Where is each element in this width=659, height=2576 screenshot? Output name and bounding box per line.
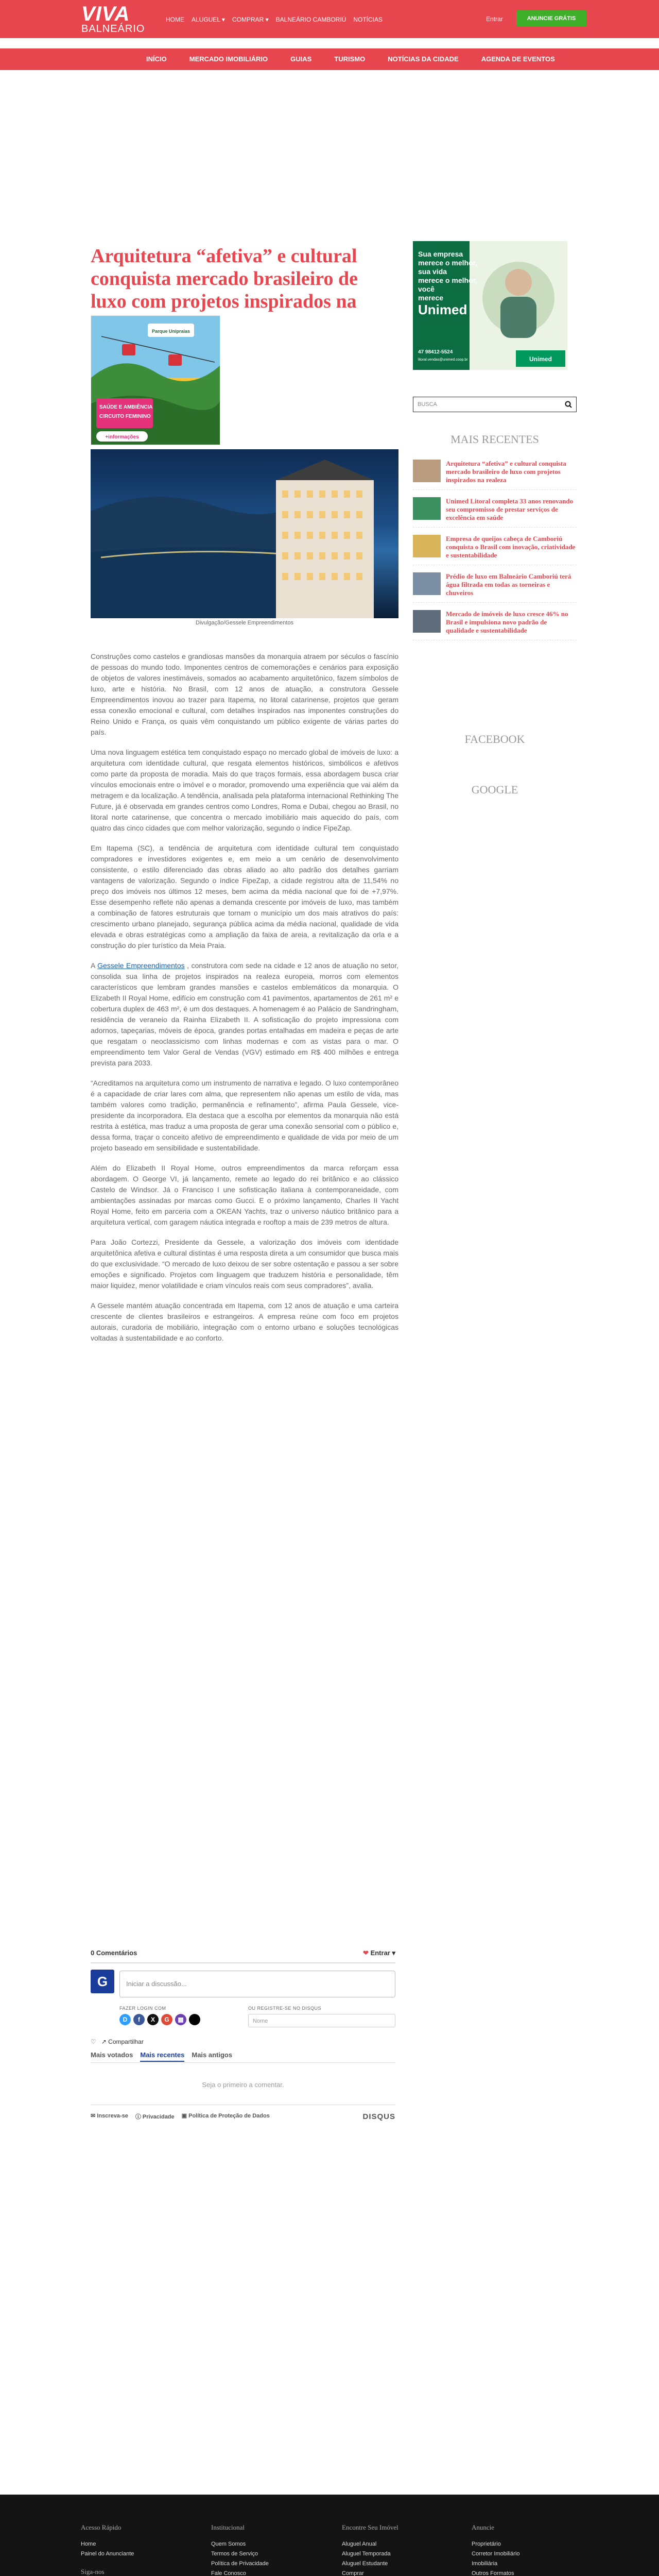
ad-line5: você <box>418 285 435 293</box>
footer-link[interactable]: Home <box>81 2541 96 2547</box>
tab-mais-recentes[interactable]: Mais recentes <box>140 2051 184 2062</box>
list-item[interactable] <box>413 535 577 565</box>
ad-logo: Unimed <box>529 355 552 363</box>
footer-link[interactable]: Aluguel Estudante <box>342 2561 388 2567</box>
article-paragraph: Além do Elizabeth II Royal Home, outros empreendimentos da marca reforçam essa abordagem. O George VI, já lançamento, remete ao legado do rei britânico e ao clássico Castelo de Windsor. Já o Francisco I une sofisticação italiana à contemporaneidade, com ambientações assinadas por marcas como Gucci. E o próximo lançamento, Charles II Yacht Royal Home, feito em parceria com a OKEAN Yachts, traz o universo náutico britânico para a arquitetura vertical, com garagem náutica integrada e rooftop a mais de 239 metros de altura. <box>91 1164 398 1226</box>
footer-link[interactable]: Outros Formatos <box>472 2570 514 2576</box>
login-link[interactable]: Entrar <box>486 15 503 23</box>
name-field-placeholder: Nome <box>253 2018 268 2024</box>
nav-balneario[interactable]: BALNEÁRIO CAMBORIÚ <box>275 16 346 23</box>
nav-noticias[interactable]: NOTÍCIAS <box>353 16 383 23</box>
hero-photo <box>91 449 398 618</box>
microsoft-icon[interactable]: ▦ <box>175 2014 186 2025</box>
footer-link[interactable]: Imobiliária <box>472 2561 498 2567</box>
recent-title: MAIS RECENTES <box>450 433 539 446</box>
x-icon[interactable]: X <box>147 2014 159 2025</box>
footer-link[interactable]: Quem Somos <box>211 2541 246 2547</box>
footer-col-institucional <box>211 2523 269 2576</box>
list-item[interactable] <box>413 460 577 490</box>
category-turismo[interactable]: TURISMO <box>334 55 366 63</box>
category-nav <box>135 48 566 70</box>
comments-login[interactable]: ❤ Entrar ▾ <box>363 1949 395 1957</box>
search-icon[interactable] <box>561 397 576 412</box>
footer-col-title: Acesso Rápido <box>81 2523 122 2531</box>
footer-link[interactable]: Política de Privacidade <box>211 2561 269 2567</box>
footer-col-title: Encontre Seu Imóvel <box>342 2523 398 2531</box>
footer-col-acesso <box>81 2523 134 2561</box>
nav-home[interactable]: HOME <box>166 16 184 23</box>
list-item[interactable] <box>413 610 577 640</box>
logo-sub: BALNEÁRIO <box>81 23 145 35</box>
ad-line2: merece o melhor, <box>418 259 478 267</box>
promo-logo: Parque Unipraias <box>151 329 190 334</box>
facebook-title: FACEBOOK <box>464 733 525 745</box>
logo-name: VIVA <box>81 3 130 25</box>
article-paragraph: Construções como castelos e grandiosas mansões da monarquia atraem por séculos o fascínio de pessoas do mundo todo. Imponentes centros de comemorações e cenários para exposição de objetos de valores inestimáveis, somados ao acabamento arquitetônico, fazem símbolos de luxo, arte e história. No Brasil, com 12 anos de atuação, a construtora Gessele Empreendimentos inovou ao trazer para Itapema, no litoral catarinense, projetos que geram essa conexão emocional e cultural, com detalhes inspirados nas imponentes construções do Reino Unido e França, os quais vêm conquistando um público exigente de várias partes do país. <box>91 652 398 736</box>
article-body <box>91 651 398 1353</box>
category-guias[interactable]: GUIAS <box>290 55 312 63</box>
empty-comments-text: Seja o primeiro a comentar. <box>202 2081 284 2089</box>
data-protection-link[interactable]: ▣ Política de Proteção de Dados <box>181 2113 270 2119</box>
comment-count: 0 Comentários <box>91 1949 137 1957</box>
image-caption: Divulgação/Gessele Empreendimentos <box>195 620 294 626</box>
comment-input[interactable] <box>119 1971 395 1997</box>
promo-banner[interactable] <box>91 315 220 445</box>
disqus-icon[interactable]: D <box>119 2014 131 2025</box>
footer-col-title: Anuncie <box>472 2523 495 2531</box>
share-label: Compartilhar <box>108 2038 144 2045</box>
facebook-icon[interactable]: f <box>133 2014 145 2025</box>
list-item[interactable] <box>413 497 577 528</box>
name-field[interactable] <box>248 2014 395 2027</box>
top-bar <box>0 0 659 38</box>
tab-mais-votados[interactable]: Mais votados <box>91 2051 133 2059</box>
subscribe-label: Inscreva-se <box>97 2113 128 2119</box>
ad-line6: merece <box>418 294 444 302</box>
article-paragraph: A Gessele Empreendimentos , construtora com sede na cidade e 12 anos de atuação no setor, consolida sua linha de projetos inspirados na realeza europeia, morros com elementos característicos que lembram grandes mansões e castelos emblemáticos da monarquia. O Elizabeth II Royal Home, edifício em construção com 41 pavimentos, apartamentos de 261 m² e cobertura duplex de 463 m², é um dos destaques. A homenagem é ao Palácio de Sandringham, residência de veraneio da Rainha Elizabeth II. A sofisticação do projeto impressiona com adornos, tapeçarias, móveis de época, grandes portas entalhadas em madeira e peças de arte que resgatam o neoclassicismo com linhas modernas e com as vistas para o mar. O empreendimento tem Valor Geral de Vendas (VGV) estimado em R$ 400 milhões e entrega prevista para 2033. <box>91 961 398 1067</box>
follow-title: Siga-nos <box>81 2568 105 2575</box>
article-paragraph: Uma nova linguagem estética tem conquistado espaço no mercado global de imóveis de luxo: a arquitetura com identidade cultural, que resgata elementos históricos, simbólicos e afetivos como parte da proposta de moradia. Mais do que traços formais, essa abordagem busca criar vínculos emocionais entre o imóvel e o morador, promovendo uma experiência que vai além da metragem e da localização. A tendência, analisada pela plataforma internacional Rethinking The Future, já é observada em grandes centros como Londres, Roma e Dubai, chegou ao Brasil, no litoral norte catarinense, que concentra o mercado imobiliário mais aquecido do país, com quatro das cinco cidades que com melhor valorização, segundo o índice FipeZap. <box>91 748 398 832</box>
nav-aluguel[interactable]: ALUGUEL ▾ <box>192 16 225 23</box>
heart-outline-icon[interactable]: ♡ <box>91 2038 96 2045</box>
ad-line3: sua vida <box>418 267 447 276</box>
recent-posts <box>413 460 577 648</box>
category-noticias-cidade[interactable]: NOTÍCIAS DA CIDADE <box>388 55 459 63</box>
footer-link[interactable]: Aluguel Temporada <box>342 2551 391 2557</box>
avatar: G <box>91 1970 114 1993</box>
category-agenda[interactable]: AGENDA DE EVENTOS <box>481 55 555 63</box>
recent-post-title: Empresa de queijos cabeça de Camboriú conquista o Brasil com inovação, criatividade e sustentabilidade <box>446 535 576 559</box>
recent-post-title: Mercado de imóveis de luxo cresce 46% no Brasil e impulsiona novo padrão de qualidade e sustentabilidade <box>446 610 568 634</box>
register-label: OU REGISTRE-SE NO DISQUS <box>248 2006 322 2011</box>
data-protection-label: Política de Proteção de Dados <box>188 2113 270 2119</box>
promo-line2: CIRCUITO FEMININO <box>99 414 151 419</box>
apple-icon[interactable] <box>189 2014 200 2025</box>
anuncie-button[interactable]: ANUNCIE GRÁTIS <box>516 10 586 27</box>
article-hero-image <box>91 449 398 618</box>
article-paragraph: Para João Cortezzi, Presidente da Gessele, a valorização dos imóveis com identidade arquitetônica afetiva e cultural distintas é uma resposta direta a um consumidor que busca mais do que exclusividade. “O mercado de luxo deixou de ser sobre ostentação e passou a ser sobre emoções e significado. Projetos com linguagem que traduzem história e personalidade, têm maior liquidez, menor volatilidade e criam vínculos reais com seus compradores”, avalia. <box>91 1238 398 1290</box>
comment-sort-tabs <box>91 2051 232 2062</box>
tab-mais-antigos[interactable]: Mais antigos <box>192 2051 233 2059</box>
comment-input-placeholder: Iniciar a discussão... <box>126 1980 187 1988</box>
recent-post-title: Prédio de luxo em Balneário Camboriú terá água filtrada em todas as torneiras e chuveiros <box>446 572 571 597</box>
footer-link[interactable]: Painel do Anunciante <box>81 2551 134 2557</box>
ad-line1: Sua empresa <box>418 250 463 258</box>
thumbnail <box>413 535 441 557</box>
footer-link[interactable]: Fale Conosco <box>211 2570 246 2576</box>
article-paragraph-text: , construtora com sede na cidade e 12 anos de atuação no setor, consolida sua linha de projetos inspirados na realeza europeia, morros com elementos característicos que lembram grandes mansões e castelos emblemáticos da monarquia. O Elizabeth II Royal Home, edifício em construção com 41 pavimentos, apartamentos de 261 m² e cobertura duplex de 463 m², é um dos destaques. A homenagem é ao Palácio de Sandringham, residência de veraneio da Rainha Elizabeth II. A sofisticação do projeto impressiona com adornos, tapeçarias, móveis de época, grandes portas entalhadas em madeira e peças de arte que resgatam o neoclassicismo com linhas modernas e com as vistas para o mar. O empreendimento tem Valor Geral de Vendas (VGV) estimado em R$ 400 milhões e entrega prevista para 2033. <box>91 961 398 1067</box>
article-paragraph: A Gessele mantém atuação concentrada em Itapema, com 12 anos de atuação e uma carteira crescente de clientes brasileiros e estrangeiros. A empresa reúne com foco em projetos autorais, curadoria de mobiliário, integração com o entorno urbano e soluções tecnológicas voltadas à sustentabilidade e ao conforto. <box>91 1301 398 1342</box>
site-logo[interactable] <box>81 4 145 34</box>
gessele-link[interactable]: Gessele Empreendimentos <box>97 961 185 970</box>
thumbnail <box>413 610 441 633</box>
social-login <box>119 2014 200 2025</box>
category-bar <box>0 48 659 70</box>
comments-login-label: Entrar <box>370 1949 390 1957</box>
thumbnail <box>413 572 441 595</box>
footer-col-encontre <box>342 2523 403 2576</box>
footer-col-anuncie <box>472 2523 520 2576</box>
site-footer <box>0 2495 659 2576</box>
comments-footer <box>91 2105 395 2121</box>
ad-line4: merece o melhor, <box>418 276 478 284</box>
login-with-label: FAZER LOGIN COM <box>119 2006 166 2011</box>
privacy-label: Privacidade <box>142 2114 175 2120</box>
search-input[interactable]: BUSCA <box>418 401 437 408</box>
heart-icon: ❤ <box>363 1949 369 1957</box>
article-paragraph: “Acreditamos na arquitetura como um instrumento de narrativa e legado. O luxo contemporâneo é a capacidade de criar lares com alma, que representem não apenas um estilo de vida, mas também valores como tradição, permanência e refinamento”, afirma Paula Gessele, vice-presidente da incorporadora. Ela destaca que a escolha por elementos da monarquia não está restrita à estética, mas traduz a uma proposta de gerar uma conexão sensorial com o público e, dessa forma, traçar o conceito afetivo de empreendimento e qualidade de vida por meio de um projeto baseado em sensibilidade e sustentabilidade. <box>91 1079 398 1152</box>
list-item[interactable] <box>413 572 577 603</box>
thumbnail <box>413 460 441 482</box>
promo-line1: SAÚDE E AMBIÊNCIA <box>99 404 153 410</box>
footer-col-title: Institucional <box>211 2523 245 2531</box>
ad-phone: 47 98412-5524 <box>418 349 453 355</box>
privacy-link[interactable]: ⓘ Privacidade <box>135 2114 175 2120</box>
footer-link[interactable]: Aluguel Anual <box>342 2541 377 2547</box>
divider <box>91 1962 395 1963</box>
article-paragraph: Em Itapema (SC), a tendência de arquitetura com identidade cultural tem conquistado compradores e investidores exigentes e, em meio a um cenário de desenvolvimento consistente, o estilo diferenciado das obras aliado ao alto padrão dos detalhes garriam vantagens de valorização. Segundo o índice FipeZap, a cidade registrou alta de 11,54% no preço dos imóveis nos últimos 12 meses, bem acima da média nacional que foi de +7,97%. Esse desempenho reflete não apenas a demanda crescente por imóveis de luxo, mas também a combinação de fatores estruturais que tornam o município um dos mais atrativos do país: crescimento urbano planejado, segurança pública acima da média nacional, qualidade de vida elevada e obras estratégicas como a ampliação da faixa de areia, a revitalização da orla e a construção do píer turístico da Meia Praia. <box>91 844 398 950</box>
recent-post-title: Arquitetura “afetiva” e cultural conquista mercado brasileiro de luxo com projetos inspirados na realeza <box>446 460 566 484</box>
share-button[interactable]: ♡ ↗ Compartilhar <box>91 2038 144 2045</box>
ad-brand: Unimed <box>418 302 467 317</box>
top-nav <box>166 16 383 23</box>
nav-comprar[interactable]: COMPRAR ▾ <box>232 16 269 23</box>
sidebar-search <box>413 397 577 412</box>
promo-art <box>91 316 220 445</box>
footer-link[interactable]: Termos de Serviço <box>211 2551 258 2557</box>
ad-email: litoral.vendas@unimed.coop.br <box>418 358 468 362</box>
google-icon[interactable]: G <box>161 2014 172 2025</box>
article-title: Arquitetura “afetiva” e cultural conquista mercado brasileiro de luxo com projetos inspirados na <box>91 245 358 312</box>
footer-link[interactable]: Corretor Imobiliário <box>472 2551 520 2557</box>
subscribe-link[interactable]: ✉ Inscreva-se <box>91 2113 128 2119</box>
unimed-ad-art <box>413 241 567 370</box>
disqus-logo[interactable]: DISQUS <box>362 2112 395 2121</box>
recent-post-title: Unimed Litoral completa 33 anos renovando seu compromisso de prestar serviços de excelência em saúde <box>446 497 574 521</box>
promo-cta[interactable]: +informações <box>105 434 139 440</box>
category-inicio[interactable]: INÍCIO <box>146 55 167 63</box>
divider <box>91 2062 395 2063</box>
comments-section <box>91 1949 395 2121</box>
thumbnail <box>413 497 441 520</box>
unimed-ad[interactable] <box>413 241 567 370</box>
footer-link[interactable]: Proprietário <box>472 2541 501 2547</box>
category-mercado[interactable]: MERCADO IMOBILIÁRIO <box>189 55 268 63</box>
google-title: GOOGLE <box>471 783 518 796</box>
footer-link[interactable]: Comprar <box>342 2570 364 2576</box>
comments-header <box>91 1949 395 1957</box>
